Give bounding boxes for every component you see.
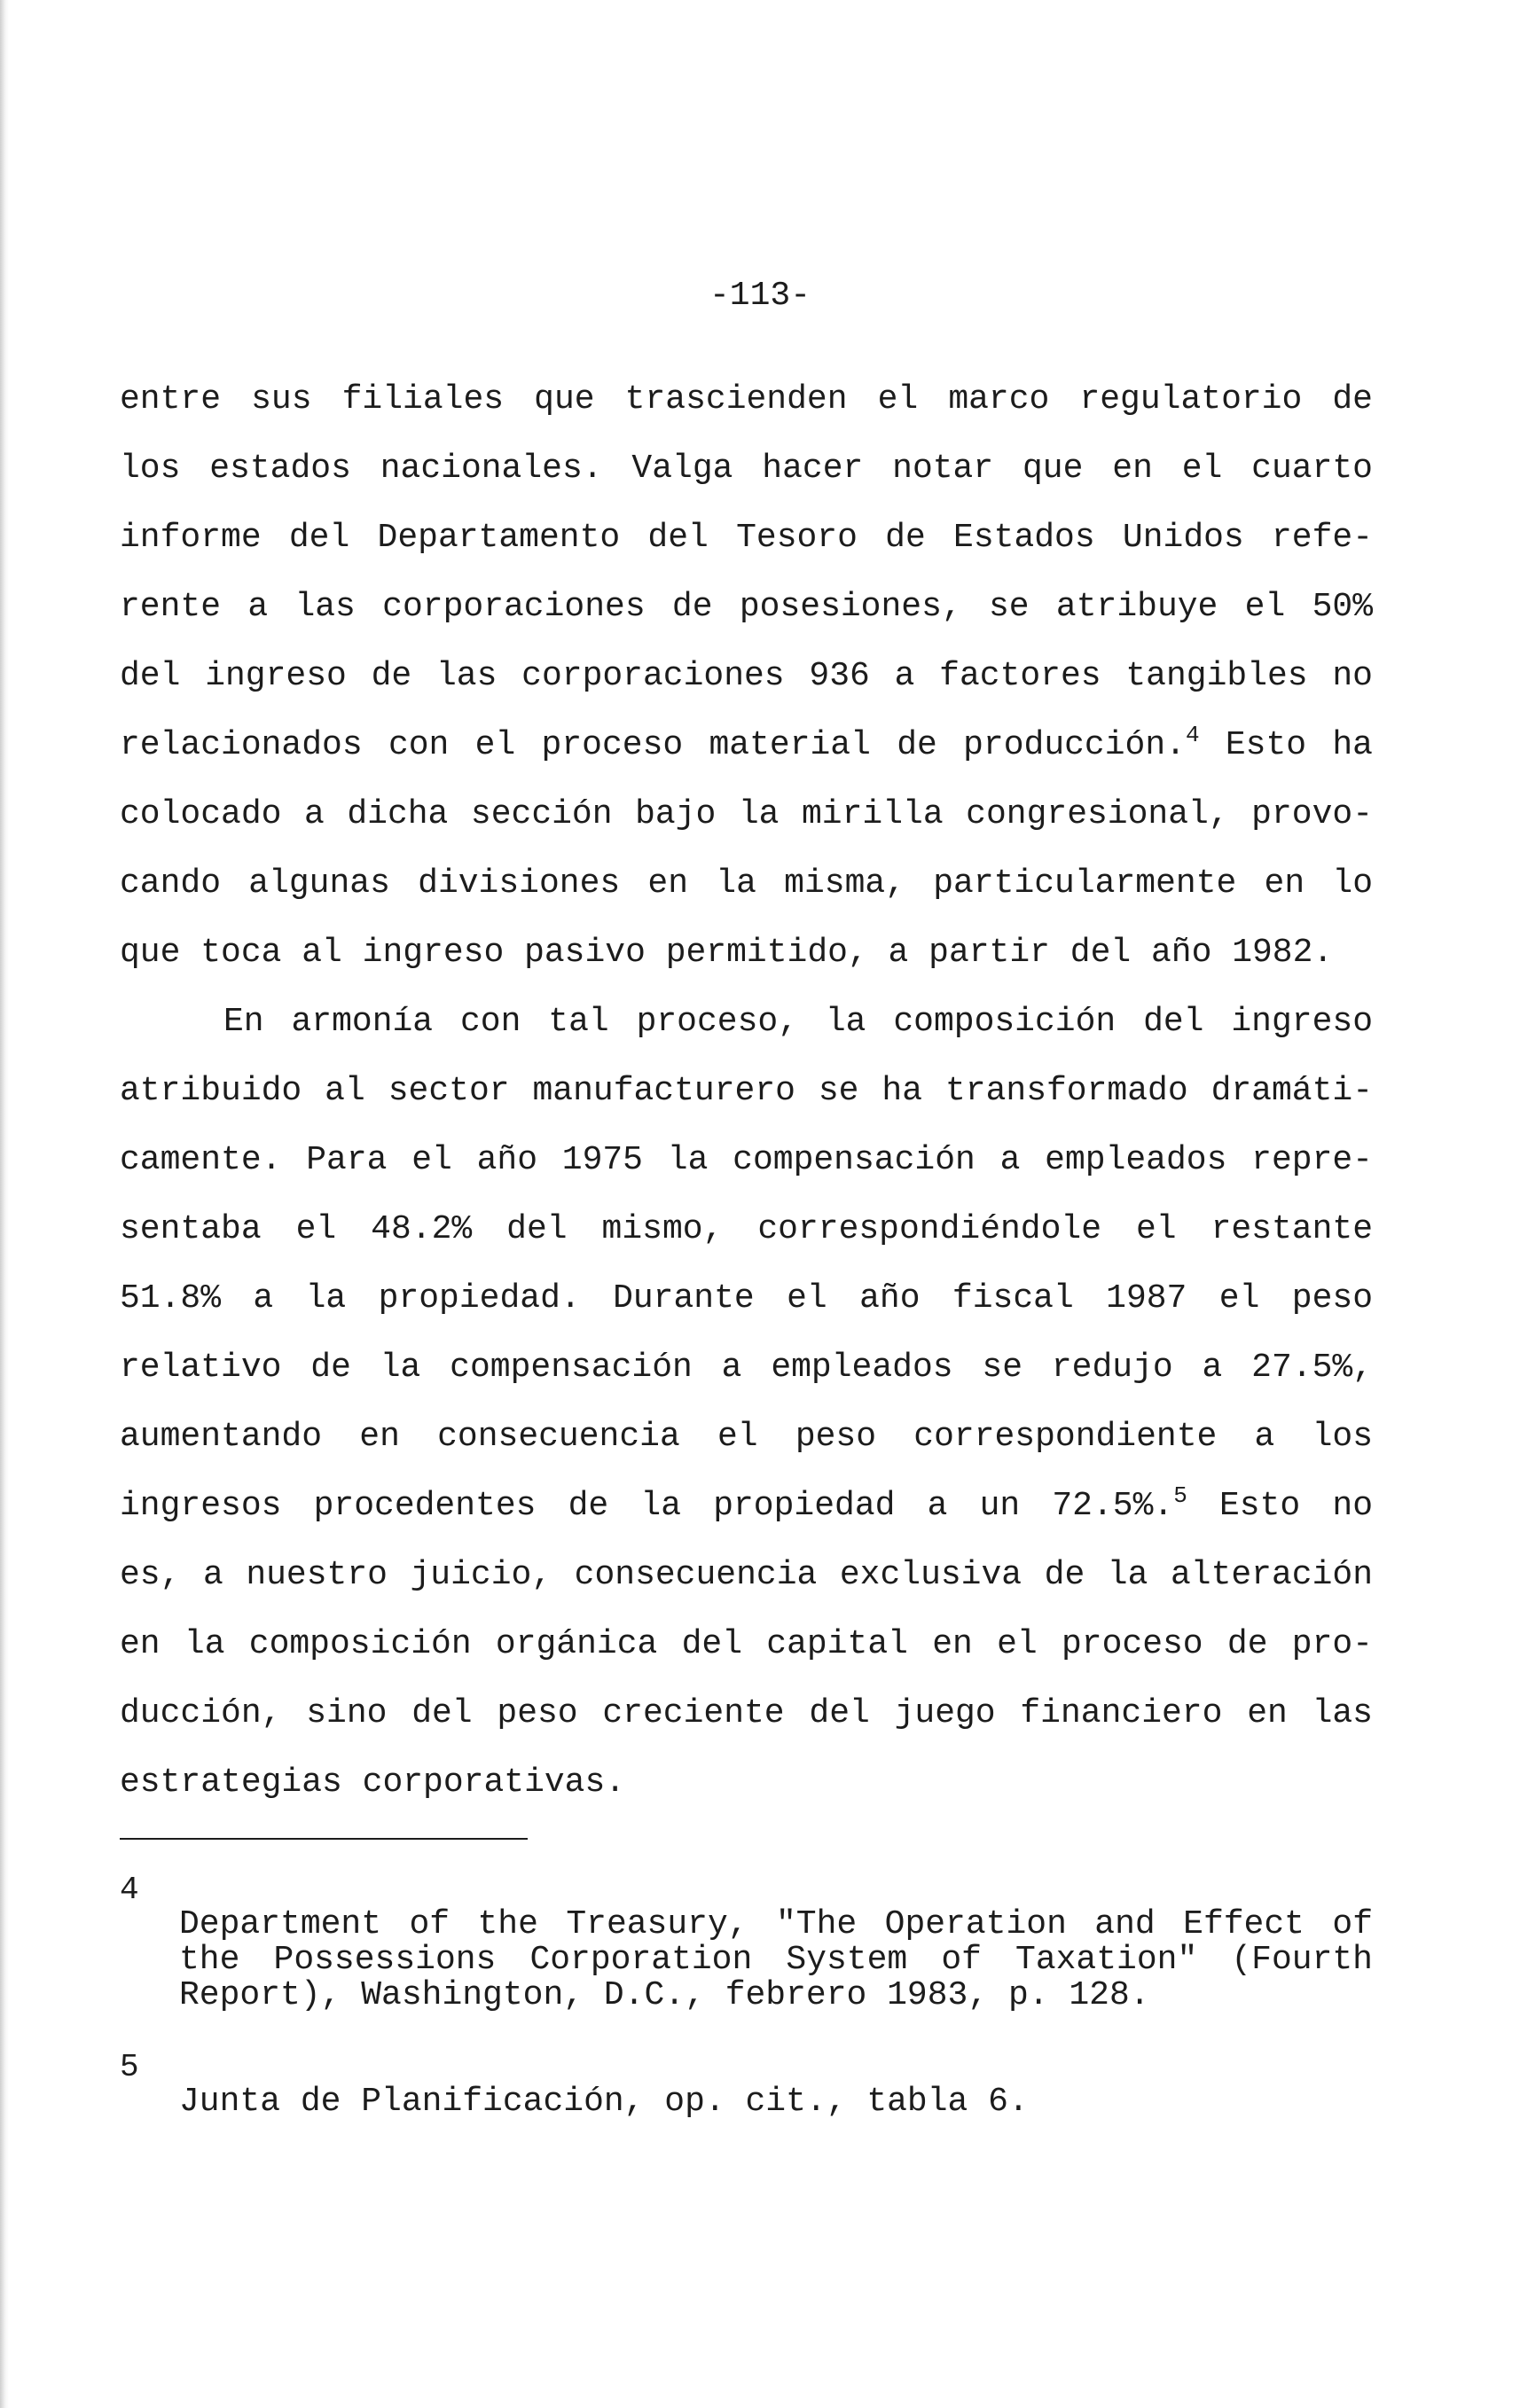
body-line-with-footnote (120, 1483, 1373, 1529)
body-line: rente a las corporaciones de posesiones, se atribuye el 50% (120, 588, 1373, 626)
body-line: los estados nacionales. Valga hacer notar que en el cuarto (120, 450, 1373, 488)
body-line: estrategias corporativas. (120, 1763, 626, 1802)
footnote-line: Junta de Planificación, op. cit., tabla 6. (179, 2083, 1029, 2121)
body-line: colocado a dicha sección bajo la mirilla congresional, provo- (120, 795, 1373, 833)
footnote-ref-4: 4 (1185, 722, 1200, 748)
body-line: en la composición orgánica del capital en el proceso de pro- (120, 1625, 1373, 1663)
footnote-line: the Possessions Corporation System of Taxation" (Fourth (179, 1941, 1373, 1979)
body-line-text: Esto no (1219, 1487, 1373, 1525)
body-line-text: relacionados con el proceso material de producción. (120, 726, 1186, 764)
footnote-ref-5: 5 (1173, 1482, 1187, 1509)
body-line: que toca al ingreso pasivo permitido, a partir del año 1982. (120, 934, 1334, 972)
body-line: es, a nuestro juicio, consecuencia exclusiva de la alteración (120, 1556, 1373, 1594)
body-line: entre sus filiales que trascienden el marco regulatorio de (120, 380, 1373, 418)
body-line: ducción, sino del peso creciente del juego financiero en las (120, 1694, 1373, 1732)
footnote-separator (120, 1838, 528, 1840)
paragraph-first-line: En armonía con tal proceso, la composición del ingreso (223, 1003, 1373, 1041)
body-line: del ingreso de las corporaciones 936 a factores tangibles no (120, 657, 1373, 695)
body-line: informe del Departamento del Tesoro de Estados Unidos refe- (120, 519, 1373, 557)
footnote-marker: 4 (120, 1872, 139, 1908)
page-number: -113- (709, 277, 811, 315)
body-line: sentaba el 48.2% del mismo, correspondiéndole el restante (120, 1210, 1373, 1248)
body-line: relativo de la compensación a empleados se redujo a 27.5%, (120, 1349, 1373, 1387)
footnote-line: Department of the Treasury, "The Operation and Effect of (179, 1905, 1373, 1943)
body-line: camente. Para el año 1975 la compensación a empleados repre- (120, 1141, 1373, 1179)
body-line-text: Esto ha (1225, 726, 1373, 764)
body-line-with-footnote (120, 723, 1373, 769)
body-line: 51.8% a la propiedad. Durante el año fiscal 1987 el peso (120, 1279, 1373, 1317)
body-line: aumentando en consecuencia el peso correspondiente a los (120, 1418, 1373, 1456)
body-line: atribuido al sector manufacturero se ha transformado dramáti- (120, 1072, 1373, 1110)
body-line: cando algunas divisiones en la misma, particularmente en lo (120, 864, 1373, 903)
footnote-marker: 5 (120, 2049, 139, 2085)
body-line-text: ingresos procedentes de la propiedad a un 72.5%. (120, 1487, 1174, 1525)
footnote-line: Report), Washington, D.C., febrero 1983, p. 128. (179, 1976, 1150, 2014)
